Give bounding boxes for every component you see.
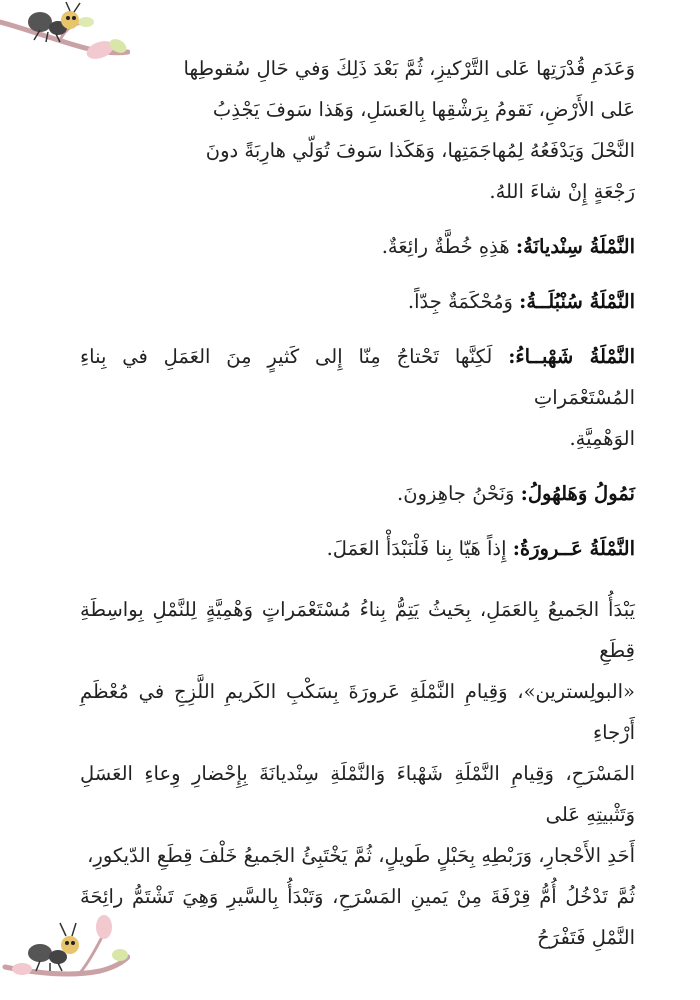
text-line: المَسْرَحِ، وَقِيامِ النَّمْلَةِ شَهْباءَ وَالنَّمْلَةِ سِنْديانَةَ بِإِحْضارِ وِعاءِ العَسَلِ وَتَثْبيتِهِ عَلى [80, 762, 635, 826]
text-line: وَعَدَمِ قُدْرَتِها عَلى التَّرْكيزِ، ثُمَّ بَعْدَ ذَلِكَ وَفي حَالِ سُقوطِها [183, 57, 635, 80]
text-line: النَّحْلَ وَيَدْفَعُهُ لِمُهاجَمَتِها، وَهَكَذا سَوفَ تُوَلّي هارِبَةً دونَ [205, 139, 635, 162]
speaker-name: النَّمْلَةُ سُنْبُلَــةُ: [519, 290, 635, 313]
story-page [80, 48, 635, 958]
text-line: رَجْعَةٍ إِنْ شاءَ اللهُ. [489, 180, 635, 203]
speech-text: وَنَحْنُ جاهِزونَ. [397, 482, 515, 505]
dialogue-line [80, 336, 635, 459]
speech-text: هَذِهِ خُطَّةٌ رائِعَةٌ. [381, 235, 510, 258]
speech-text: لَكِنَّها تَحْتاجُ مِنّا إِلى كَثيرٍ مِنَ العَمَلِ في بِناءِ المُسْتَعْمَراتِ [80, 345, 635, 409]
text-line: ثُمَّ تَدْخُلُ أُمُّ قِرْفَةَ مِنْ يَمينِ المَسْرَحِ، وَتَبْدَأُ بِالسَّيرِ وَهِيَ تَشْتَمُّ رائِحَةَ النَّمْلِ فَتَفْرَحُ [80, 885, 635, 949]
speaker-name: النَّمْلَةُ شَهْبــاءُ: [508, 345, 636, 368]
dialogue-line [80, 226, 635, 267]
dialogue-line [80, 473, 635, 514]
text-line: عَلى الأَرْضِ، نَقومُ بِرَشْقِها بِالعَسَلِ، وَهَذا سَوفَ يَجْذِبُ [212, 98, 635, 121]
speaker-name: نَمُولُ وَهَلهُولُ: [520, 482, 635, 505]
dialogue-line [80, 281, 635, 322]
intro-paragraph [80, 48, 635, 212]
speaker-name: النَّمْلَةُ سِنْديانَةُ: [515, 235, 635, 258]
closing-paragraph [80, 589, 635, 958]
text-line: يَبْدَأُ الجَميعُ بِالعَمَلِ، بِحَيثُ يَتِمُّ بِناءُ مُسْتَعْمَراتٍ وَهْمِيَّةٍ لِلنَّمْلِ بِواسِطَةِ قِطَعِ [80, 598, 635, 662]
dialogue-line [80, 528, 635, 569]
text-line: أَحَدِ الأَحْجارِ، وَرَبْطِهِ بِحَبْلٍ طَويلٍ، ثُمَّ يَخْتَبِئُ الجَميعُ خَلْفَ قِطَعِ الدّيكورِ، [87, 844, 635, 867]
speech-text-continuation: الوَهْمِيَّةِ. [569, 427, 635, 450]
text-line: «البولِسترين»، وَقِيامِ النَّمْلَةِ عَرورَةَ بِسَكْبِ الكَريمِ اللَّزِجِ في مُعْظَمِ أَرْجاءِ [80, 680, 635, 744]
speech-text: وَمُحْكَمَةٌ جِدّاً. [407, 290, 513, 313]
speaker-name: النَّمْلَةُ عَــرورَةُ: [512, 537, 635, 560]
speech-text: إِذاً هَيّا بِنا فَلْنَبْدَأْ العَمَلَ. [326, 537, 507, 560]
